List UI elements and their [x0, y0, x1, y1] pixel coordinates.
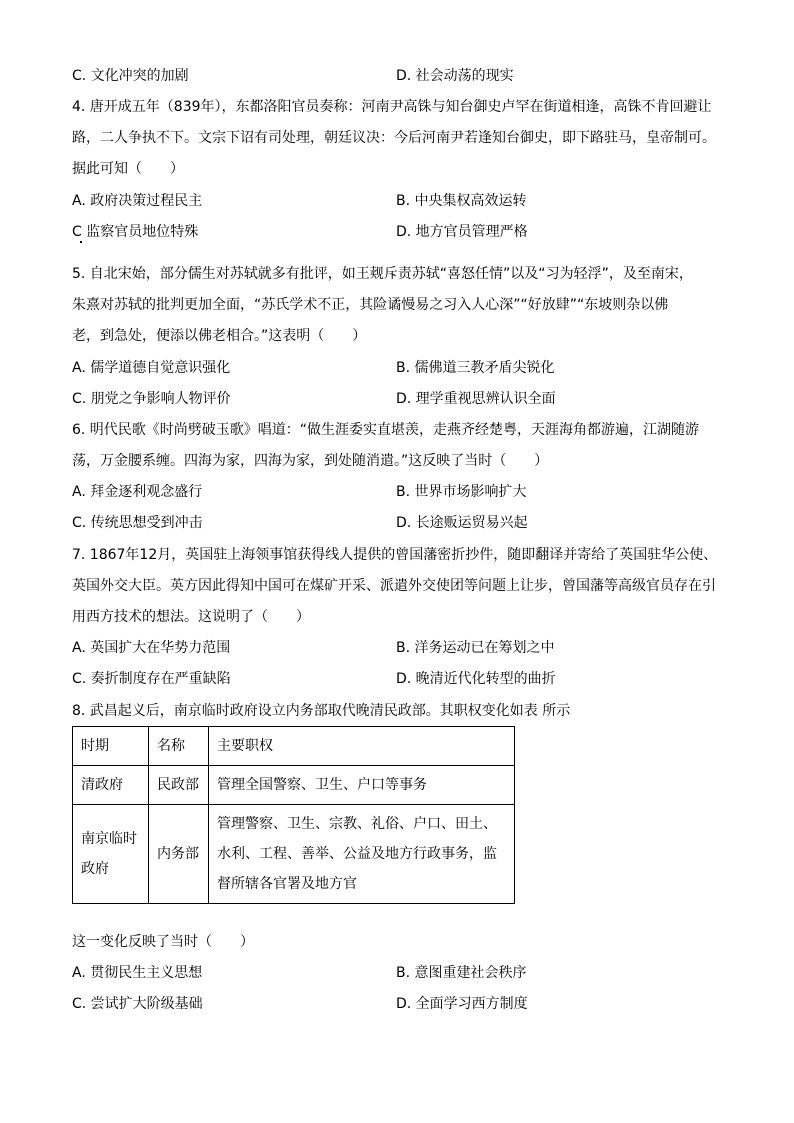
- table-row: [73, 805, 515, 904]
- q7-option-d: D. 晚清近代化转型的曲折: [396, 671, 556, 687]
- q8-options-row-ab: [72, 963, 722, 983]
- q5-option-a: A. 儒学道德自觉意识强化: [72, 360, 231, 376]
- q4-stem-line-2: 路，二人争执不下。文宗下诏有司处理，朝廷议决：今后河南尹若逢知台御史，即下路驻马，皇帝制可。: [72, 130, 716, 146]
- q7-stem-line-3: 用西方技术的想法。这说明了（ ）: [72, 609, 310, 625]
- q8-option-b: B. 意图重建社会秩序: [396, 965, 527, 981]
- q3-option-c: C. 文化冲突的加剧: [72, 68, 189, 84]
- q5-options-row-ab: [72, 358, 722, 378]
- q4-option-d: D. 地方官员管理严格: [396, 224, 528, 240]
- table-cell-period: 南京临时政府: [73, 805, 149, 904]
- q4-options-row-cd: [72, 222, 722, 242]
- q5-stem-line-3: 老，到急处，便添以佛老相合。”这表明（ ）: [72, 328, 367, 344]
- q6-stem-line-2: 荡，万金腰系缠。四海为家，四海为家，到处随消遣。”这反映了当时（ ）: [72, 453, 549, 469]
- q6-option-c: C. 传统思想受到冲击: [72, 515, 203, 531]
- table-header-row: [73, 727, 515, 766]
- q8-option-d: D. 全面学习西方制度: [396, 996, 528, 1012]
- q8-stem-question: 这一变化反映了当时（ ）: [72, 934, 254, 950]
- q3-options-row-cd: [72, 66, 722, 86]
- q7-stem-line-1: 7. 1867年12月，英国驻上海领事馆获得线人提供的曾国藩密折抄件，随即翻译并寄给了英国驻华公使、: [72, 547, 718, 563]
- q6-option-a: A. 拜金逐利观念盛行: [72, 484, 203, 500]
- q6-stem-line-1: 6. 明代民歌《时尚劈破玉歌》唱道：“做生涯委实直堪羡，走燕齐经楚粤，天涯海角都游遍，江湖随游: [72, 422, 700, 438]
- table-header-cell-period: 时期: [73, 727, 149, 766]
- q7-option-c: C. 奏折制度存在严重缺陷: [72, 671, 231, 687]
- q5-stem-line-1: 5. 自北宋始，部分儒生对苏轼就多有批评，如王觌斥责苏轼“喜怒任情”以及“习为轻浮”，及至南宋，: [72, 266, 693, 282]
- q7-option-a: A. 英国扩大在华势力范围: [72, 640, 231, 656]
- stray-dot: [80, 241, 82, 243]
- q7-options-row-ab: [72, 638, 722, 658]
- q6-options-row-cd: [72, 513, 722, 533]
- q8-stem-intro: 8. 武昌起义后，南京临时政府设立内务部取代晚清民政部。其职权变化如表 所示: [72, 703, 571, 719]
- q8-option-c: C. 尝试扩大阶级基础: [72, 996, 203, 1012]
- q5-option-b: B. 儒佛道三教矛盾尖锐化: [396, 360, 555, 376]
- q5-option-d: D. 理学重视思辨认识全面: [396, 391, 556, 407]
- table-cell-duties: 管理警察、卫生、宗教、礼俗、户口、田土、水利、工程、善举、公益及地方行政事务，监督所辖各官署及地方官: [209, 805, 515, 904]
- q5-options-row-cd: [72, 389, 722, 409]
- q7-options-row-cd: [72, 669, 722, 689]
- q5-option-c: C. 朋党之争影响人物评价: [72, 391, 231, 407]
- q4-stem-line-3: 据此可知（ ）: [72, 161, 184, 177]
- q7-stem-line-2: 英国外交大臣。英方因此得知中国可在煤矿开采、派遣外交使团等问题上让步，曾国藩等高级官员存在引: [72, 578, 716, 594]
- q4-option-b: B. 中央集权高效运转: [396, 193, 527, 209]
- table-row: [73, 766, 515, 805]
- q4-option-a: A. 政府决策过程民主: [72, 193, 203, 209]
- q7-option-b: B. 洋务运动已在筹划之中: [396, 640, 555, 656]
- table-cell-name: 民政部: [149, 766, 209, 805]
- q6-options-row-ab: [72, 482, 722, 502]
- table-header-cell-duties: 主要职权: [209, 727, 515, 766]
- q4-stem-line-1: 4. 唐开成五年（839年），东都洛阳官员奏称：河南尹高铢与知台御史卢罕在街道相逢，高铢不肯回避让: [72, 99, 712, 115]
- table-cell-name: 内务部: [149, 805, 209, 904]
- q8-options-row-cd: [72, 994, 722, 1014]
- q8-option-a: A. 贯彻民生主义思想: [72, 965, 203, 981]
- q6-option-d: D. 长途贩运贸易兴起: [396, 515, 528, 531]
- q4-option-c: C 监察官员地位特殊: [72, 224, 199, 240]
- table-header-cell-name: 名称: [149, 727, 209, 766]
- q3-option-d: D. 社会动荡的现实: [396, 68, 514, 84]
- q4-options-row-ab: [72, 191, 722, 211]
- q5-stem-line-2: 朱熹对苏轼的批判更加全面，“苏氏学术不正，其险谲慢易之习入人心深”“好放肆”“东坡则杂以佛: [72, 297, 669, 313]
- q8-table: [72, 726, 515, 904]
- q6-option-b: B. 世界市场影响扩大: [396, 484, 527, 500]
- table-cell-period: 清政府: [73, 766, 149, 805]
- table-cell-duties: 管理全国警察、卫生、户口等事务: [209, 766, 515, 805]
